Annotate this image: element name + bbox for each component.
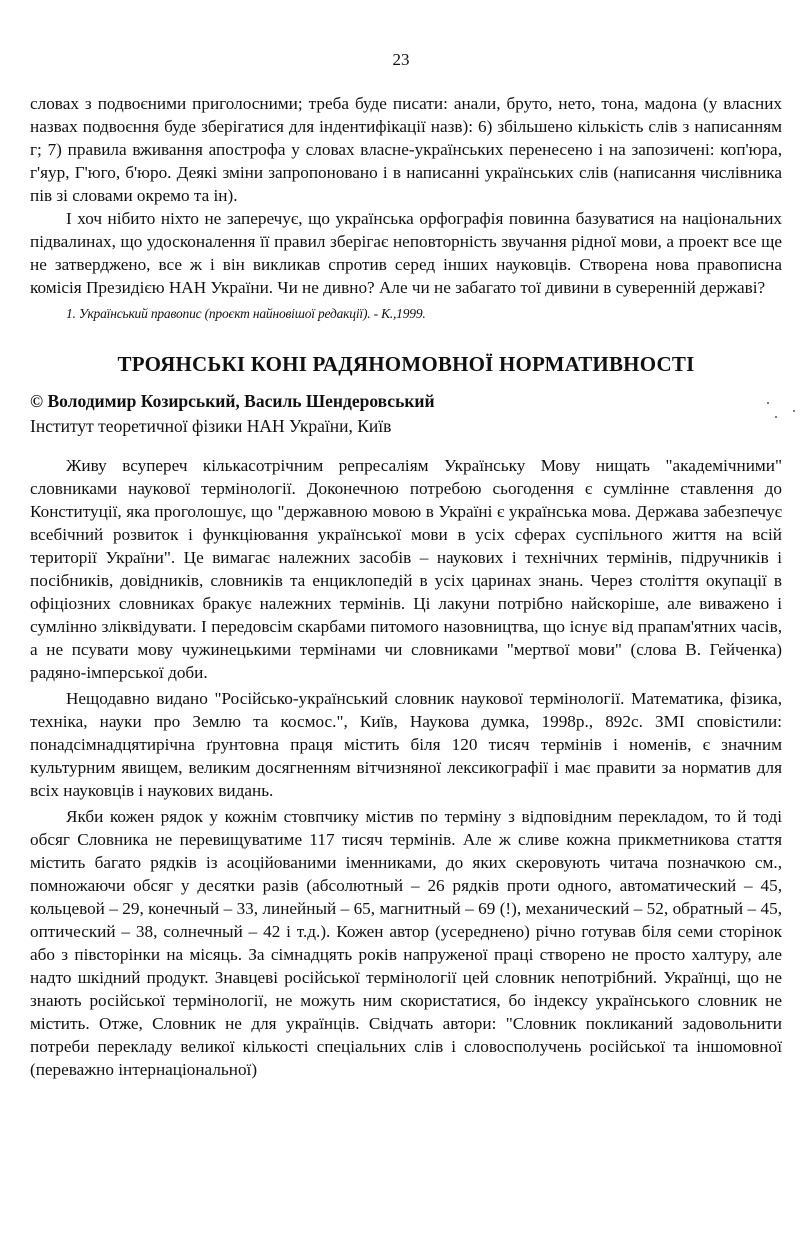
paragraph: І хоч нібито ніхто не заперечує, що українська орфографія повинна базуватися на національних підвалинах, що удосконалення її правил зберігає неповторність звучання рідної мови, а проект все ще не затверджено, все ж і він викликав спротив серед інших науковців. Створена нова правописна комісія Президією НАН України. Чи не дивно? Але чи не забагато тої дивини в суверенній державі? (30, 209, 782, 297)
article-paragraph: Якби кожен рядок у кожнім стовпчику містив по терміну з відповідним перекладом, то й тоді обсяг Словника не перевищуватиме 117 тисяч термінів. Але ж сливе кожна прикметникова стаття містить багато рядків із асоційованими іменниками, до яких скеровують читача позначкою см., помножаючи обсяг у десятки разів (абсолютный – 26 рядків проти одного, автоматический – 45, кольцевой – 29, конечный – 33, линейный – 65, магнитный – 69 (!), механический – 52, обратный – 45, оптический – 38, солнечный – 42 і т.д.). Кожен автор (усереднено) річно готував біля семи сторінок або з півсторінки на місяць. За сімнадцять років напруженої праці створено не просто халтуру, але надто шкідний продукт. Знавцеві російської термінології цей словник непотрібний. Українці, що не знають російської термінології, не можуть ним скористатися, бо індексу українського словник не містить. Отже, Словник не для українців. Свідчать автори: "Словник покликаний задовольнити потреби перекладу великої кількості спеціальних слів і словосполучень російської та іншомовної (переважно інтернаціональної) (30, 807, 782, 1079)
page-content (30, 92, 782, 1081)
scan-speck (775, 416, 777, 418)
continued-paragraph: словах з подвоєними приголосними; треба буде писати: анали, бруто, нето, тона, мадона (у власних назвах подвоєння буде зберігатися для індентифікації назв): 6) збільшено кількість слів з написанням г; 7) правила вживання апострофа у словах власне-українських перенесено і на запозичені: коп'юра, г'яур, Г'юго, б'юро. Деякі зміни запропоновано і в написанні українських слів (написання числівника пів зі словами окремо та ін). (30, 94, 782, 205)
article-title: ТРОЯНСЬКІ КОНІ РАДЯНОМОВНОЇ НОРМАТИВНОСТІ (117, 352, 695, 376)
footnote: 1. Український правопис (проєкт найновішої редакції). - К.,1999. (66, 306, 426, 321)
scan-speck (793, 410, 795, 412)
page-number: 23 (392, 50, 410, 69)
article-paragraph: Живу всупереч кількасотрічним репресаліям Українську Мову нищать "академічними" словниками наукової термінології. Доконечною потребою сьогодення є сумлінне ставлення до Конституції, яка проголошує, що "державною мовою в Україні є українська мова. Держава забезпечує всебічний розвиток і функціювання української мови в усіх сферах суспільного життя на всій території України". Це вимагає належних засобів – наукових і технічних термінів, підручників і посібників, довідників, словників та енциклопедій в усіх царинах знань. Через століття окупації в офіціозних словниках бракує належних термінів. Ці лакуни потрібно найскоріше, але виважено і сумлінно зліквідувати. І передовсім скарбами питомого назовництва, що існує від прапам'ятних часів, а не псувати мову чужинецькими термінами чи словниками "мертвої мови" (слова В. Гейченка) радяно-імперської доби. (30, 456, 782, 682)
scan-speck (767, 402, 769, 404)
article-paragraph: Нещодавно видано "Російсько-український словник наукової термінології. Математика, фізика, техніка, науки про Землю та космос.", Київ, Наукова думка, 1998р., 892с. ЗМІ сповістили: понадсімнадцятирічна ґрунтовна праця містить біля 120 тисяч термінів і номенів, є значним культурним явищем, великим досягненням вітчизняної лексикографії і має правити за норматив для всіх науковців і наукових видань. (30, 689, 782, 800)
article-authors: © Володимир Козирський, Василь Шендеровський (30, 391, 435, 411)
article-affiliation: Інститут теоретичної фізики НАН України, Київ (30, 416, 392, 436)
